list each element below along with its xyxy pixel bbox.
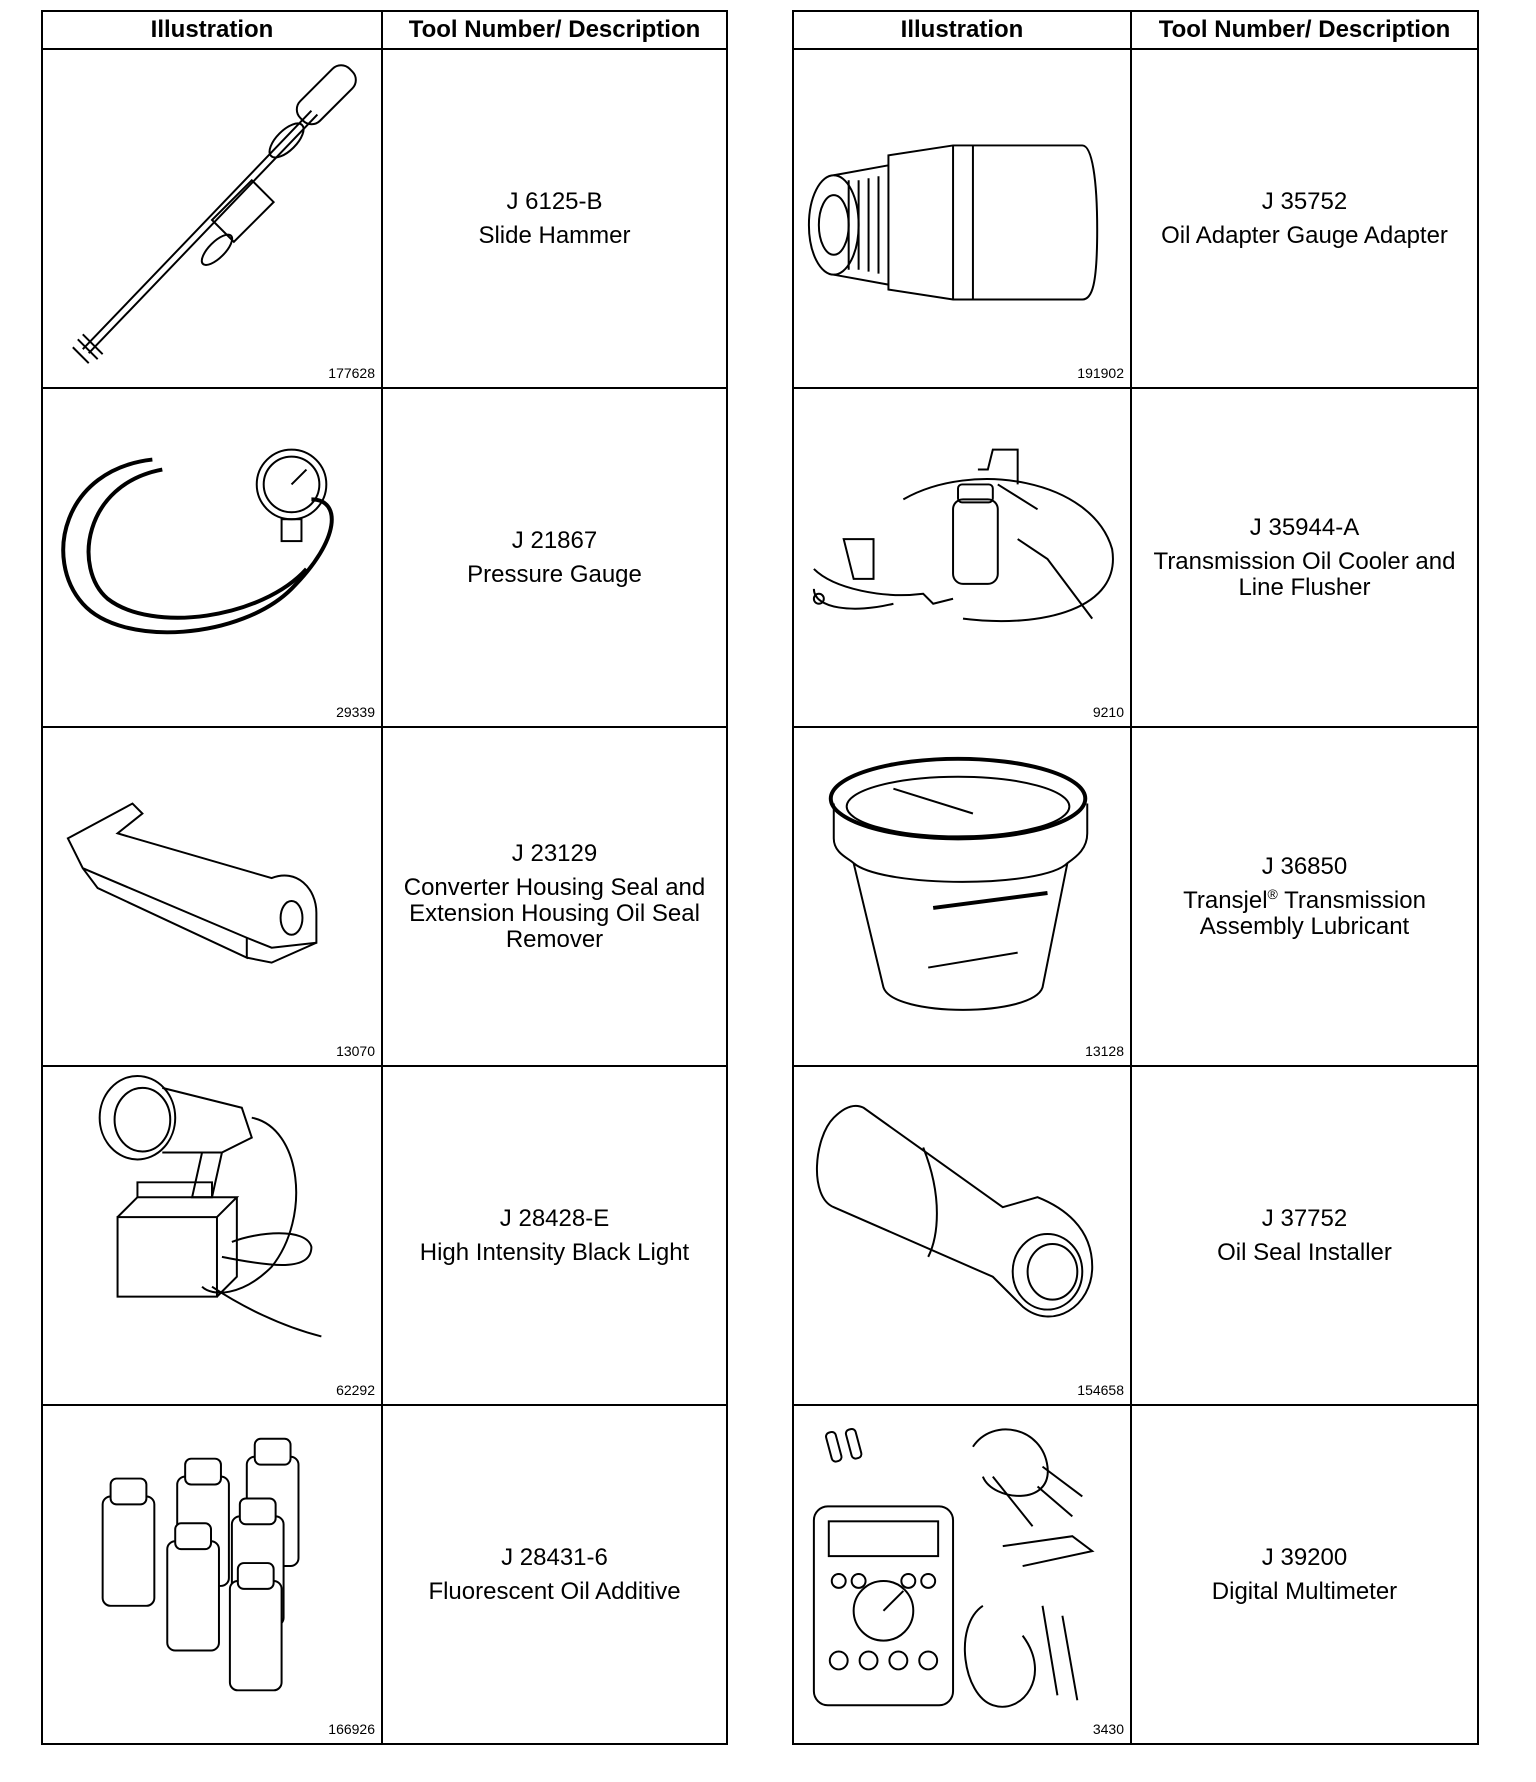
- header-tool-description: Tool Number/ Description: [382, 11, 727, 49]
- illustration-cell: [42, 388, 382, 727]
- illustration-cell: [793, 1066, 1131, 1405]
- tool-number: J 23129: [511, 839, 598, 867]
- illustration-cell: [793, 1405, 1131, 1744]
- tool-description: [1131, 727, 1478, 1066]
- tool-name: Transmission Oil Cooler and Line Flusher: [1153, 547, 1456, 601]
- tool-description: [1131, 388, 1478, 727]
- illustration-cell: [793, 727, 1131, 1066]
- tool-name: Transjel® Transmission Assembly Lubricant: [1183, 885, 1426, 940]
- tool-table-left: [41, 10, 728, 1745]
- tool-number: J 35944-A: [1249, 513, 1360, 541]
- illustration-cell: [793, 388, 1131, 727]
- figure-number: 154658: [1077, 1382, 1124, 1398]
- tool-name: Oil Adapter Gauge Adapter: [1161, 221, 1448, 249]
- illustration-cell: [42, 49, 382, 388]
- tool-description: [382, 727, 727, 1066]
- figure-number: 166926: [328, 1721, 375, 1737]
- oil-additive-bottles-icon: [43, 1406, 381, 1743]
- tool-number: J 6125-B: [506, 187, 603, 215]
- figure-number: 191902: [1077, 365, 1124, 381]
- tool-description: [382, 1405, 727, 1744]
- slide-hammer-icon: [43, 50, 381, 387]
- tool-description: [1131, 1066, 1478, 1405]
- tool-table-right: [792, 10, 1479, 1745]
- figure-number: 29339: [336, 704, 375, 720]
- tool-name: Oil Seal Installer: [1217, 1238, 1392, 1266]
- figure-number: 62292: [336, 1382, 375, 1398]
- table-row: [42, 1405, 727, 1744]
- tool-description: [1131, 1405, 1478, 1744]
- header-illustration: Illustration: [793, 11, 1131, 49]
- illustration-cell: [42, 1405, 382, 1744]
- table-row: [793, 1405, 1478, 1744]
- figure-number: 3430: [1092, 1721, 1124, 1737]
- tool-description: [382, 49, 727, 388]
- tool-number: J 36850: [1261, 852, 1348, 880]
- seal-remover-icon: [43, 728, 381, 1065]
- table-row: [42, 727, 727, 1066]
- illustration-cell: [793, 49, 1131, 388]
- tool-name: Fluorescent Oil Additive: [428, 1577, 681, 1605]
- figure-number: 13070: [336, 1043, 375, 1059]
- tool-number: J 28428-E: [499, 1204, 610, 1232]
- tool-number: J 35752: [1261, 187, 1348, 215]
- header-illustration: Illustration: [42, 11, 382, 49]
- lubricant-tub-icon: [794, 728, 1130, 1065]
- table-row: [793, 49, 1478, 388]
- black-light-icon: [43, 1067, 381, 1404]
- tool-number: J 37752: [1261, 1204, 1348, 1232]
- table-row: [42, 388, 727, 727]
- table-row: [42, 49, 727, 388]
- header-tool-description: Tool Number/ Description: [1131, 11, 1478, 49]
- tool-description: [1131, 49, 1478, 388]
- table-row: [42, 1066, 727, 1405]
- tool-name: Slide Hammer: [478, 221, 631, 249]
- registered-mark: ®: [1267, 885, 1278, 902]
- tool-name: High Intensity Black Light: [419, 1238, 690, 1266]
- tool-number: J 39200: [1261, 1543, 1348, 1571]
- tool-name: Pressure Gauge: [467, 560, 642, 588]
- tool-name: Digital Multimeter: [1211, 1577, 1398, 1605]
- figure-number: 13128: [1085, 1043, 1124, 1059]
- tool-number: J 28431-6: [501, 1543, 608, 1571]
- tool-name: Converter Housing Seal and Extension Housing Oil Seal Remover: [403, 873, 706, 953]
- figure-number: 9210: [1092, 704, 1124, 720]
- illustration-cell: [42, 727, 382, 1066]
- gauge-adapter-icon: [794, 50, 1130, 387]
- flusher-icon: [794, 389, 1130, 726]
- figure-number: 177628: [328, 365, 375, 381]
- table-row: [793, 727, 1478, 1066]
- multimeter-icon: [794, 1406, 1130, 1743]
- table-row: [793, 1066, 1478, 1405]
- tool-description: [382, 1066, 727, 1405]
- seal-installer-icon: [794, 1067, 1130, 1404]
- table-row: [793, 388, 1478, 727]
- illustration-cell: [42, 1066, 382, 1405]
- pressure-gauge-icon: [43, 389, 381, 726]
- tool-description: [382, 388, 727, 727]
- tool-number: J 21867: [511, 526, 598, 554]
